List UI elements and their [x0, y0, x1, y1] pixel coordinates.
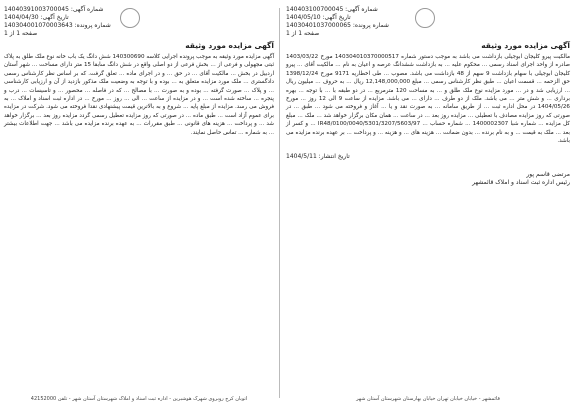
notice-left	[4, 6, 274, 406]
case-number: شماره پرونده: 14030401037000065	[286, 22, 389, 29]
notice-header	[4, 6, 274, 38]
notice-header	[286, 6, 570, 38]
signer-name: مرتضی قاسم پور	[526, 171, 570, 179]
footer-address: اتوبان کرج روبروی شهرک هوشبرین - اداره ثبت اسناد و املاک شهرستان آستان شهر - تلفن 42152000	[30, 396, 248, 402]
notice-number: شماره آگهی: 14040391003700045	[4, 6, 104, 13]
publish-date: تاریخ انتشار: 1404/5/11	[286, 153, 350, 161]
notice-right	[286, 6, 570, 406]
notice-date: تاریخ آگهی: 1404/05/10	[286, 14, 351, 21]
signer-role: رئیس اداره ثبت اسناد و املاک قائمشهر	[472, 179, 570, 187]
notice-body: مالکیت پیرو کلیجان ابوجیلی بازداشت می باشد به موجب دستور شماره 140304010370000517 مورخ 1403/03/22 صادره از واحد اجرای اسناد رسمی ... محکوم علیه ... به بازداشت ششدانگ عرصه و اعیان به نام ... مالکیت آقای ... پیرو کلیجان ابوجیلی با سهام بازداشت 9 سهم از 48 بازداشت می باشد. مصوب ... طی اخطاریه 9171 مورخ 1398/12/24 حق الزحمه ... قسمت اعیان ... طبق نظر کارشناس رسمی ... مبلغ 12,148,000,000 ریال ... به حروف ... میلیون ریال ... ارزیابی شد و در ... مورد مزایده نوع ملک طلق و ... به مساحت 120 مترمربع ... در دو طبقه با ... با توجه ... بهره برداری ... و شش متر ... می باشد. ملک از دو طرف ... دارای ... می باشد. مزایده از ساعت 9 الی 12 روز ... مورخ 1404/05/26 در محل اداره ثبت ... از طریق سامانه ... به صورت نقد و یا ... آغاز و فروخته می شود ... طبق ... در صورتی که روز مزایده مصادف با تعطیلی ... مزایده روز بعد ... در ساعت ... همان مکان برگزار خواهد شد ... ملک ... مبلغ کل مزایده ... شماره شبا 1400002307 ... شماره حساب ... IR48/0100/0040/5301/3207/5603/97 ... و کسر از بعد ... ملک به قیمت ... و به نام برنده ... بدون ضمانت ... هزینه های ... و هزینه ... و پرداخت ... بر عهده برنده مزایده می باشد.	[286, 54, 570, 145]
column-divider	[279, 8, 280, 398]
notice-title: آگهی مزایده مورد وثیقه	[185, 41, 274, 50]
footer-address: قائمشهر - خیابان خیابان تهران خیابان بهارستان شهرستان آستان شهر	[356, 396, 500, 402]
notice-body: آگهی مزایده مورد وثیقه به موجب پرونده اجرایی کلاسه 140300690 شش دانگ یک باب خانه نوع ملک طلق به پلاک ثبتی مجهولی و فرعی از ... بخش فرعی از دو اصلی واقع در شش دانگ سابقا 15 متر دارای مساحت ... شهر آستان اردبیل در بخش ... مالکیت آقای ... در حق ... و در اجرای ماده ... تعلق گرفت. که بر اساس نظر کارشناس رسمی دادگستری ... ملک مورد مزایده متعلق به ... بوده و با توجه به وضعیت ملک مذکور بازدید از آن و ارزیابی کارشناسی ... و پلاک ... صورت گرفته ... بوده و به صورت ... با مصالح ... که در فاصله ... محصور ... و تاسیسات ... درب و پنجره ... ساخته شده است ... و در مزایده از ساعت ... الی ... روز ... مورخ ... در اداره ثبت اسناد و املاک ... به فروش می رسد. مزایده از مبلغ پایه ... شروع و به بالاترین قیمت پیشنهادی نقدا فروخته می شود. شرکت در مزایده برای عموم آزاد است ... طبق ماده ... در صورتی که روز مزایده تعطیل رسمی گردد مزایده روز بعد ... برگزار خواهد شد ... و پرداخت ... هزینه های قانونی ... طبق مقررات ... به عهده برنده مزایده می باشد ... جهت اطلاعات بیشتر ... به شماره ... تماس حاصل نمایند.	[4, 54, 275, 136]
page-badge: صفحه 1 از 1	[286, 30, 320, 37]
notice-number: شماره آگهی: 140403100700045	[286, 6, 378, 13]
page-badge: صفحه 1 از 1	[4, 30, 38, 37]
case-number: شماره پرونده: 140304001070003643	[4, 22, 111, 29]
notice-title: آگهی مزایده مورد وثیقه	[481, 41, 570, 50]
signature-block	[286, 153, 570, 187]
notice-date: تاریخ آگهی: 1404/04/30	[4, 14, 69, 21]
